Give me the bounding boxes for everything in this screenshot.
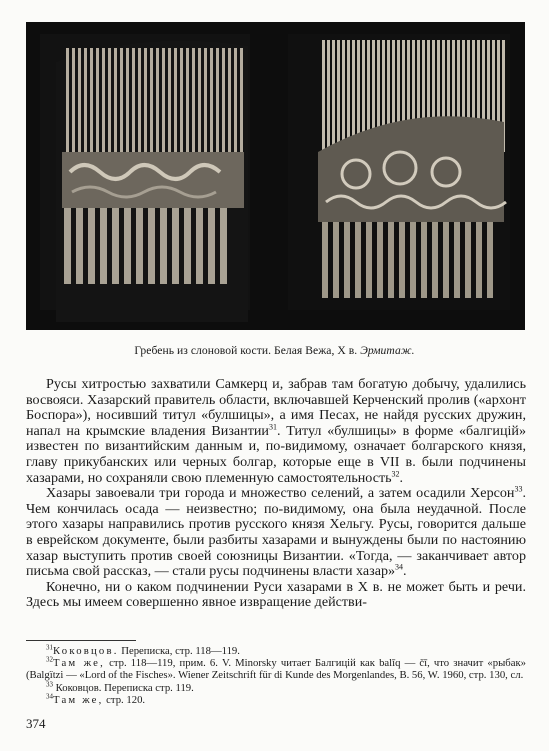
footnote-rule [26,640,136,641]
paragraph-text: Хазары завоевали три города и множество селений, а затем осадили Херсон [46,485,515,502]
comb-tooth [84,48,87,152]
paragraph [26,486,526,580]
comb-tooth [174,48,177,152]
comb-tooth [240,48,243,152]
comb-tooth [208,208,215,284]
comb-tooth [347,40,350,152]
comb-tooth [72,48,75,152]
comb-tooth [66,48,69,152]
footnote-number: 32 [46,655,53,664]
comb-tooth [234,48,237,152]
comb-tooth [220,208,227,284]
comb-tooth [120,48,123,152]
right-comb-image [288,34,510,310]
paragraph [26,580,526,611]
comb-tooth [160,208,167,284]
comb-tooth [180,48,183,152]
page-number: 374 [26,716,46,731]
comb-tooth [172,208,179,284]
footnotes [26,645,526,706]
footnote [26,657,526,681]
body-text [26,377,526,611]
comb-tooth [216,48,219,152]
comb-tooth [344,222,350,298]
comb-tooth [112,208,119,284]
paragraph [26,377,526,486]
comb-tooth [136,208,143,284]
footnote [26,682,526,694]
comb-tooth [138,48,141,152]
comb-tooth [410,222,416,298]
comb-tooth [132,48,135,152]
footnote-text: стр. 118—119, прим. 6. V. Minorsky читает Балгицій как balīq — čī, что значит «рыбак» (Balgïtzi — «Lord of the Fisches». Wiener Zeitschrift für di Kunde des Morgenlandes, B. 56, W. 1960, стр. 130, сл. [26,657,527,682]
comb-tooth [156,48,159,152]
paragraph-text: . [399,469,404,486]
comb-tooth [465,222,471,298]
comb-photograph [26,22,525,330]
footnote [26,694,526,706]
comb-tooth [144,48,147,152]
footnote-author: Там же, [53,693,104,706]
comb-tooth [332,40,335,152]
comb-tooth [222,48,225,152]
footnote-author: Коковцов. [53,645,119,657]
comb-tooth [196,208,203,284]
paragraph-text: . Чем кончилась осада — неизвестно; по-видимому, она была неудачной. После этого хазары направились против русского князя Хельгу. Русы, говорится дальше в еврейском документе, были разбиты хазарами и вынуждены были по настоянию хазар выступить против своей союзницы Византии. «Тогда, — заканчивает автор письма свой рассказ, — стали русы подчинены власти хазар» [26,485,526,580]
paragraph-text: Русы хитростью захватили Самкерц и, забрав там богатую добычу, удалились восвояси. Хазарский правитель области, включавшей Керченский пролив («архонт Боспора»), носивший титул «булшицы», а имя Песах, не найдя русских дружин, напал на крымские владения Византии [26,376,526,439]
comb-tooth [228,48,231,152]
comb-tooth [432,222,438,298]
comb-tooth [322,40,325,152]
footnote-ref: 32 [391,468,400,478]
comb-tooth [327,40,330,152]
footnote-text: Переписка, стр. 118—119. [118,645,240,657]
comb-tooth [88,208,95,284]
comb-tooth [487,222,493,298]
comb-tooth [333,222,339,298]
paragraph-text: . [403,563,407,580]
comb-tooth [90,48,93,152]
comb-tooth [100,208,107,284]
footnote-author: Там же, [53,657,105,670]
comb-tooth [454,222,460,298]
footnote-ref: 33 [514,484,523,494]
comb-tooth [366,222,372,298]
comb-tooth [78,48,81,152]
comb-tooth [184,208,191,284]
caption-text: Гребень из слоновой кости. Белая Вежа, X в. [134,344,361,357]
comb-tooth [102,48,105,152]
paragraph-text: Конечно, ни о каком подчинении Руси хазарами в X в. не может быть и речи. Здесь мы имеем совершенно явное извращение действи- [26,578,526,611]
comb-tooth [114,48,117,152]
footnote-text: стр. 120. [103,693,146,706]
figure-caption [0,344,549,357]
footnote-number: 34 [46,692,53,701]
caption-italic: Эрмитаж. [360,344,415,357]
comb-tooth [210,48,213,152]
comb-tooth [76,208,83,284]
comb-tooth [148,208,155,284]
comb-tooth [186,48,189,152]
comb-tooth [126,48,129,152]
comb-tooth [96,48,99,152]
comb-tooth [388,222,394,298]
comb-tooth [421,222,427,298]
comb-tooth [476,222,482,298]
comb-tooth [355,222,361,298]
comb-tooth [150,48,153,152]
footnote [26,645,526,657]
paragraph-text: . Титул «булшицы» в форме «балгицій» известен по византийским данным и, по-видимому, означает болгарского князя, главу прикубанских или черных болгар, которые еще в VII в. были подчинены хазарами, но сохраняли свою племенную самостоятельность [26,422,526,486]
comb-tooth [162,48,165,152]
footnote-number: 33 [46,680,53,689]
comb-tooth [204,48,207,152]
comb-tooth [168,48,171,152]
comb-tooth [124,208,131,284]
comb-tooth [443,222,449,298]
comb-tooth [377,222,383,298]
comb-photograph-svg [26,22,525,330]
comb-tooth [399,222,405,298]
left-comb-image [40,34,250,322]
comb-tooth [198,48,201,152]
comb-tooth [337,40,340,152]
footnote-ref: 34 [395,562,404,572]
footnote-text: Коковцов. Переписка стр. 119. [53,681,194,694]
comb-tooth [108,48,111,152]
comb-tooth [192,48,195,152]
comb-tooth [342,40,345,152]
comb-tooth [322,222,328,298]
footnote-ref: 31 [268,422,277,432]
footnote-number: 31 [46,643,53,652]
comb-tooth [64,208,71,284]
